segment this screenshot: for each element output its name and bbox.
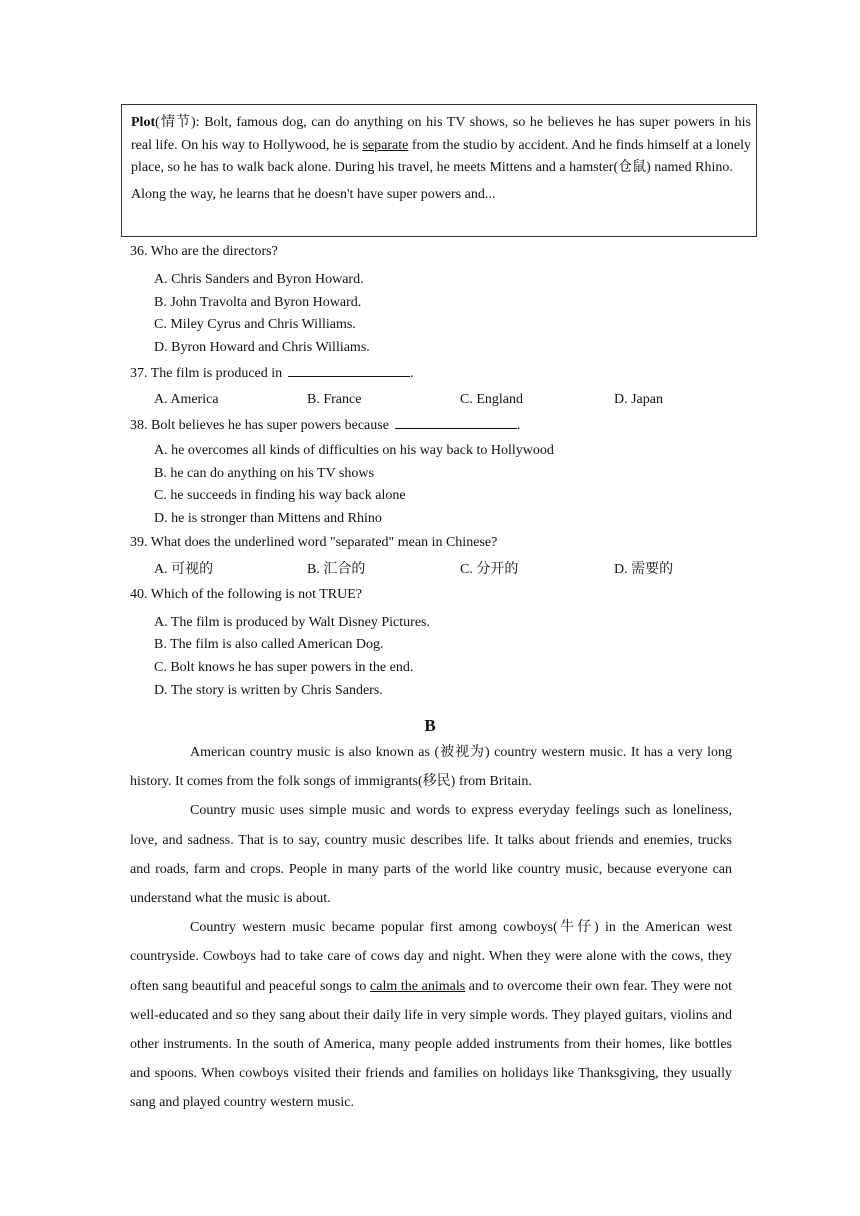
question-36: 36. Who are the directors? xyxy=(130,244,278,259)
underlined-word: separate xyxy=(362,137,409,153)
question-39: 39. What does the underlined word "separated" mean in Chinese? xyxy=(130,535,498,550)
q37-option-d: D. Japan xyxy=(614,392,663,407)
answer-blank xyxy=(395,414,517,429)
paragraph-1: American country music is also known as (被视为) country western music. It has a very long history. It comes from the folk songs of immigrants(移民) from Britain. xyxy=(130,745,732,790)
q40-option-d: D. The story is written by Chris Sanders. xyxy=(154,683,383,698)
question-37-end: . xyxy=(410,366,414,381)
q40-option-c: C. Bolt knows he has super powers in the end. xyxy=(154,660,414,675)
answer-blank xyxy=(288,362,410,377)
q38-option-b: B. he can do anything on his TV shows xyxy=(154,466,374,481)
question-37 xyxy=(130,362,414,383)
q40-option-a: A. The film is produced by Walt Disney Pictures. xyxy=(154,615,430,630)
q37-option-a: A. America xyxy=(154,392,219,407)
q37-option-b: B. France xyxy=(307,392,362,407)
q39-option-b: B. 汇合的 xyxy=(307,562,366,577)
paragraph-3 xyxy=(130,913,732,1117)
question-40: 40. Which of the following is not TRUE? xyxy=(130,587,363,602)
q39-option-c: C. 分开的 xyxy=(460,562,519,577)
q39-option-a: A. 可视的 xyxy=(154,562,214,577)
plot-label-cn: (情节) xyxy=(155,115,196,130)
plot-box xyxy=(121,104,757,237)
question-38-text: 38. Bolt believes he has super powers because xyxy=(130,418,389,433)
question-38-end: . xyxy=(516,418,521,433)
q37-option-c: C. England xyxy=(460,392,523,407)
question-37-text: 37. The film is produced in xyxy=(130,366,283,381)
plot-text-a: : Bolt, famous dog, can do anything on his TV shows, so he believes he has super powers in his real life. On his way to Hollywood, he is xyxy=(131,115,751,153)
passage-b xyxy=(130,738,732,1118)
q38-option-d: D. he is stronger than Mittens and Rhino xyxy=(154,511,382,526)
plot-label: Plot xyxy=(131,115,156,130)
paragraph-2: Country music uses simple music and words to express everyday feelings such as loneliness, love, and sadness. That is to say, country music describes life. It talks about friends and enemies, trucks and roads, farm and crops. People in many parts of the world like country music, because everyone can understand what the music is about. xyxy=(130,803,732,907)
question-38 xyxy=(130,414,520,435)
q38-option-a: A. he overcomes all kinds of difficulties on his way back to Hollywood xyxy=(154,443,554,458)
paragraph-3-b: and to overcome their own fear. They were not well-educated and so they sang about their daily life in very simple words. They played guitars, violins and other instruments. In the south of America, many people added instruments from their homes, like bottles and spoons. When cowboys visited their friends and families on holidays like Thanksgiving, they usually sang and played country western music. xyxy=(130,978,732,1111)
paragraph-3-a: Country western music became popular first among cowboys(牛仔) in the American west countryside. Cowboys had to take care of cows day and night. When they were alone with the cows, they often sang beautiful and peaceful songs to xyxy=(130,920,732,994)
plot-paragraph xyxy=(131,112,751,180)
q39-option-d: D. 需要的 xyxy=(614,562,674,577)
section-b-title: B xyxy=(424,716,436,735)
q36-option-d: D. Byron Howard and Chris Williams. xyxy=(154,340,370,355)
plot-paragraph-2: Along the way, he learns that he doesn't have super powers and... xyxy=(131,186,496,202)
q40-option-b: B. The film is also called American Dog. xyxy=(154,637,384,652)
q36-option-c: C. Miley Cyrus and Chris Williams. xyxy=(154,317,356,332)
q38-option-c: C. he succeeds in finding his way back alone xyxy=(154,488,406,503)
q36-option-b: B. John Travolta and Byron Howard. xyxy=(154,295,362,310)
q36-option-a: A. Chris Sanders and Byron Howard. xyxy=(154,272,364,287)
underlined-phrase: calm the animals xyxy=(370,978,466,994)
plot-text-b: from the studio by accident. And he finds himself at a lonely place, so he has to walk back alone. During his travel, he meets Mittens and a hamster(仓鼠) named Rhino. xyxy=(131,137,751,175)
